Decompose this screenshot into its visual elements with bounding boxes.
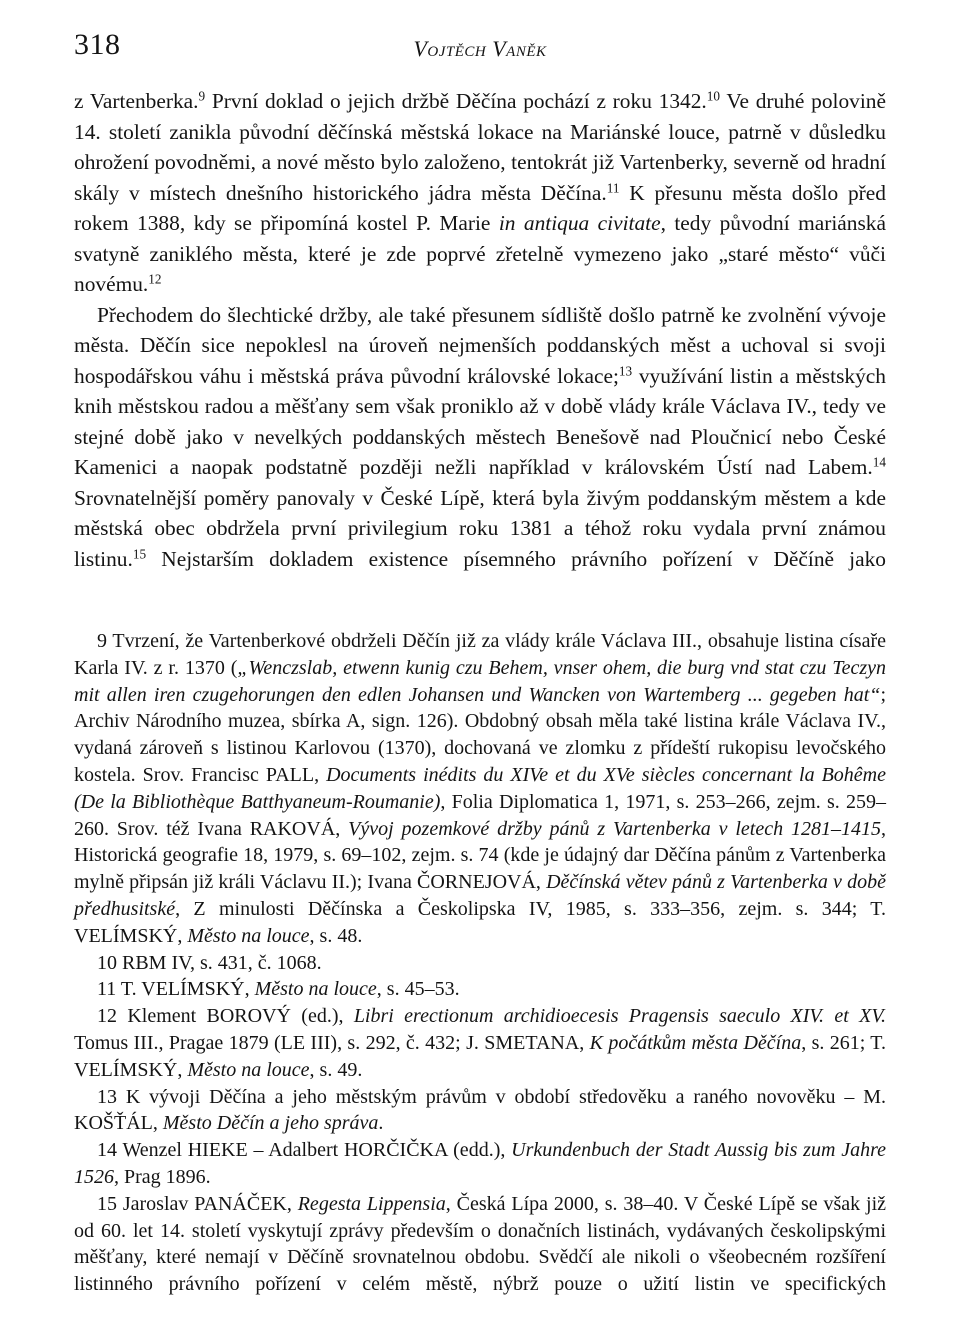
- footnote-ref-13: 13: [618, 363, 633, 379]
- text-span: Srovnatelnější poměry panovaly v České Lípě, která byla živým poddanským městem a kde městská obec obdržela první privilegium roku 1381 a téhož roku vydala první známou listinu.: [74, 485, 886, 571]
- footnote-ref-11: 11: [606, 180, 620, 196]
- text-span: , s. 261; T. VELÍMSKÝ,: [74, 1031, 886, 1081]
- text-span: , s. 45–53.: [376, 978, 460, 1001]
- text-span: , s. 49.: [309, 1058, 363, 1081]
- text-span: Nejstarším dokladem existence písemného právního pořízení v Děčíně jako: [146, 546, 886, 571]
- main-text: [74, 86, 886, 574]
- text-span: 12 Klement BOROVÝ (ed.),: [97, 1005, 354, 1028]
- italic-title: Město Děčín a jeho správa: [162, 1112, 379, 1135]
- text-span: Přechodem do šlechtické držby, ale také přesunem sídliště došlo patrně ke zvolnění vývoje města. Děčín sice nepoklesl na úroveň nejmenších poddanských měst a uchoval si svoji hospodářskou váhu i městská práva původní královské lokace;: [74, 302, 886, 388]
- italic-title: Děčínská větev pánů z Vartenberka v době předhusitské: [74, 871, 886, 920]
- text-span: 10 RBM IV, s. 431, č. 1068.: [97, 951, 322, 974]
- footnote-11: [74, 976, 886, 1003]
- footnote-12: [74, 1003, 886, 1083]
- text-span: využívání listin a městských knih městskou radou a měšťany sem však proniklo až v době vlády krále Václava IV., tedy ve stejné době jako v nevelkých poddanských městech Benešově nad Ploučnicí nebo České Kamenici a naopak podstatně později nežli například v královském Ústí nad Labem.: [74, 363, 886, 479]
- footnote-ref-9: 9: [198, 88, 206, 104]
- page-header: [74, 24, 886, 64]
- text-span: , Folia Diplomatica 1, 1971, s. 253–266, zejm. s. 259–260. Srov. též Ivana RAKOVÁ,: [74, 790, 886, 840]
- footnote-ref-14: 14: [872, 454, 886, 470]
- paragraph-1: [74, 86, 886, 300]
- footnote-10: [74, 950, 886, 977]
- text-span: Tomus III., Pragae 1879 (LE III), s. 292, č. 432; J. SMETANA,: [74, 1031, 590, 1054]
- page-number: 318: [74, 28, 121, 61]
- text-span: 9 Tvrzení, že Vartenberkové obdrželi Děčín již za vlády krále Václava III., obsahuje listina císaře Karla IV. z r. 1370 (: [74, 630, 886, 679]
- text-span: , Česká Lípa 2000, s. 38–40. V České Lípě se však již od 60. let 14. století vyskytují zprávy především o donačních listinách, vydávaných českolipskými měšťany, které nemají v Děčíně srovnatelnou obdobu. Svědčí ale nikoli o všeobecném rozšíření listinného právního pořízení v celém městě, nýbrž pouze o užití listin ve specifických: [74, 1192, 887, 1296]
- text-span: z Vartenberka.: [74, 89, 199, 113]
- text-span: , tedy původní mariánská svatyně zaniklého města, které je zde poprvé zřetelně vymezeno jako „staré město“ vůči novému.: [74, 211, 886, 296]
- text-span: , Z minulosti Děčínska a Českolipska IV, 1985, s. 333–356, zejm. s. 344; T. VELÍMSKÝ,: [74, 897, 886, 947]
- text-span: První doklad o jejich držbě Děčína pochází z roku 1342.: [205, 89, 707, 113]
- text-span: K přesunu města došlo před rokem 1388, kdy se připomíná kostel P. Marie: [74, 180, 886, 235]
- footnote-9: [74, 628, 886, 950]
- footnotes: [74, 628, 886, 1298]
- paragraph-2: [74, 300, 886, 575]
- text-span: , Prag 1896.: [114, 1165, 211, 1188]
- italic-title: Město na louce: [187, 1058, 310, 1081]
- italic-title: Libri erectionum archidioecesis Pragensis saeculo XIV. et XV.: [353, 1005, 886, 1028]
- text-span: 15 Jaroslav PANÁČEK,: [97, 1192, 298, 1215]
- footnote-13: [74, 1084, 886, 1138]
- running-head-author: Vojtěch Vaněk: [413, 36, 547, 61]
- text-span: ; Archiv Národního muzea, sbírka A, sign. 126). Obdobný obsah měla také listina krále Václava IV., vydaná zároveň s listinou Karlovou (1370), dochovaná ve zlomku z přídeští rukopisu levočského kostela. Srov. Francisc PALL,: [74, 683, 886, 786]
- italic-title: Město na louce: [254, 978, 377, 1001]
- footnote-ref-12: 12: [148, 271, 162, 287]
- italic-title: K počátkům města Děčína: [589, 1031, 802, 1054]
- footnote-ref-10: 10: [706, 88, 721, 104]
- text-span: Ve druhé polovině 14. století zanikla původní děčínská městská lokace na Mariánské louce, patrně v důsledku ohrožení povodněmi, a nové město bylo založeno, tentokrát již Vartenberky, severně od hradní skály v místech dnešního historického jádra města Děčína.: [74, 89, 886, 205]
- footnote-ref-15: 15: [132, 546, 147, 562]
- italic-title: Documents inédits du XIVe et du XVe siècles concernant la Bohême (De la Bibliothèque Batthyaneum-Roumanie): [74, 763, 887, 813]
- text-span: , Historická geografie 18, 1979, s. 69–102, zejm. s. 74 (kde je údajný dar Děčína pánům z Vartenberka mylně připsán již králi Václavu II.); Ivana ČORNEJOVÁ,: [74, 817, 886, 894]
- text-span: , s. 48.: [309, 924, 363, 947]
- italic-title: Urkundenbuch der Stadt Aussig bis zum Jahre 1526: [74, 1139, 886, 1188]
- text-span: .: [378, 1112, 384, 1135]
- italic-title: Regesta Lippensia: [297, 1192, 446, 1215]
- text-span: 11 T. VELÍMSKÝ,: [97, 978, 255, 1001]
- italic-title: Vývoj pozemkové držby pánů z Vartenberka v letech 1281–1415: [348, 817, 881, 840]
- italic-title: Město na louce: [187, 924, 310, 947]
- footnote-15: [74, 1191, 886, 1298]
- footnote-14: [74, 1137, 886, 1191]
- italic-phrase: in antiqua civitate: [498, 211, 661, 235]
- text-span: 13 K vývoji Děčína a jeho městským právům v období středověku a raného novověku – M. KOŠŤÁL,: [74, 1085, 886, 1135]
- italic-quote: „Wenczslab, etwenn kunig czu Behem, vnser ohem, die burg vnd stat czu Teczyn mit allen iren czugehorungen den edlen Johansen und Wancken von Wartemberg ... gegeben hat“: [74, 656, 886, 706]
- text-span: 14 Wenzel HIEKE – Adalbert HORČIČKA (edd.),: [97, 1139, 512, 1162]
